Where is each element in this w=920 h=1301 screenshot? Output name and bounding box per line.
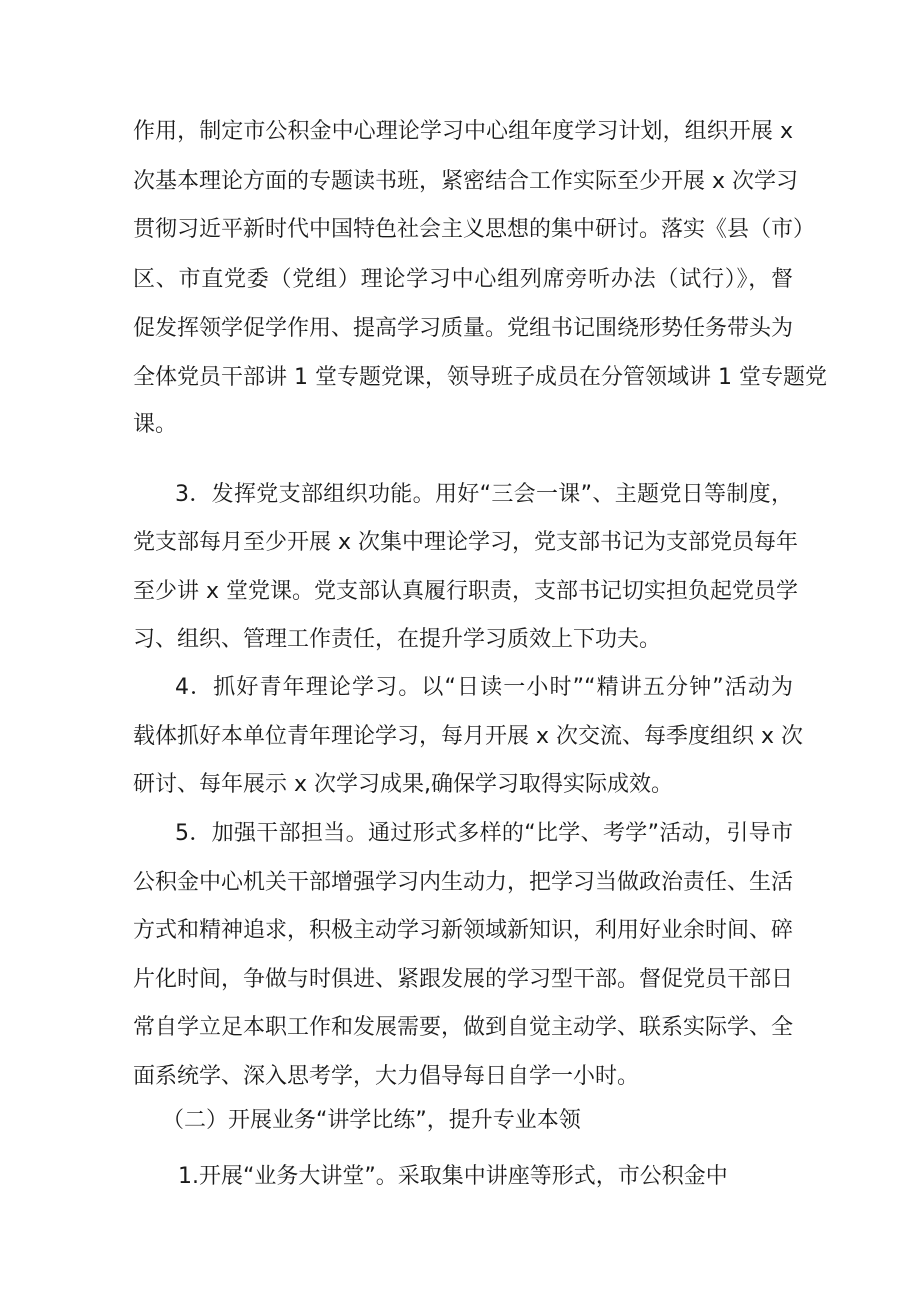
paragraph-1-line-7: 课。	[133, 412, 178, 437]
paragraph-3-line-4: 习、组织、管理工作责任，在提升学习质效上下功夫。	[133, 627, 662, 652]
paragraph-5-line-4: 片化时间，争做与时俱进、紧跟发展的学习型干部。督促党员干部日	[133, 967, 794, 992]
paragraph-1-line-2: 次基本理论方面的专题读书班，紧密结合工作实际至少开展 x 次学习	[133, 169, 799, 194]
paragraph-5-line-2: 公积金中心机关干部增强学习内生动力，把学习当做政治责任、生活	[133, 870, 794, 895]
paragraph-3-line-1: 3．发挥党支部组织功能。用好“三会一课”、主题党日等制度，	[175, 482, 793, 507]
paragraph-1-line-5: 促发挥领学促学作用、提高学习质量。党组书记围绕形势任务带头为	[133, 316, 794, 341]
paragraph-1-line-6: 全体党员干部讲 1 堂专题党课，领导班子成员在分管领域讲 1 堂专题党	[133, 365, 827, 390]
section-2-item-1: 1.开展“业务大讲堂”。采取集中讲座等形式，市公积金中	[178, 1164, 728, 1189]
paragraph-5-line-6: 面系统学、深入思考学，大力倡导每日自学一小时。	[133, 1064, 640, 1089]
paragraph-4-line-1: 4．抓好青年理论学习。以“日读一小时”“精讲五分钟”活动为	[175, 675, 793, 700]
paragraph-5-line-1: 5．加强干部担当。通过形式多样的“比学、考学”活动，引导市	[175, 821, 793, 846]
paragraph-4-line-2: 载体抓好本单位青年理论学习，每月开展 x 次交流、每季度组织 x 次	[133, 724, 804, 749]
paragraph-1-line-1: 作用，制定市公积金中心理论学习中心组年度学习计划，组织开展 x	[133, 119, 793, 144]
paragraph-3-line-3: 至少讲 x 堂党课。党支部认真履行职责，支部书记切实担负起党员学	[133, 579, 799, 604]
paragraph-5-line-3: 方式和精神追求，积极主动学习新领域新知识，利用好业余时间、碎	[133, 918, 794, 943]
paragraph-3-line-2: 党支部每月至少开展 x 次集中理论学习，党支部书记为支部党员每年	[133, 530, 799, 555]
paragraph-4-line-3: 研讨、每年展示 x 次学习成果,确保学习取得实际成效。	[133, 772, 674, 797]
section-subheading: （二）开展业务“讲学比练”，提升专业本领	[162, 1108, 581, 1133]
paragraph-1-line-4: 区、市直党委（党组）理论学习中心组列席旁听办法（试行）》，督	[133, 267, 793, 292]
paragraph-1-line-3: 贯彻习近平新时代中国特色社会主义思想的集中研讨。落实《县（市）	[133, 217, 816, 242]
paragraph-5-line-5: 常自学立足本职工作和发展需要，做到自觉主动学、联系实际学、全	[133, 1015, 794, 1040]
